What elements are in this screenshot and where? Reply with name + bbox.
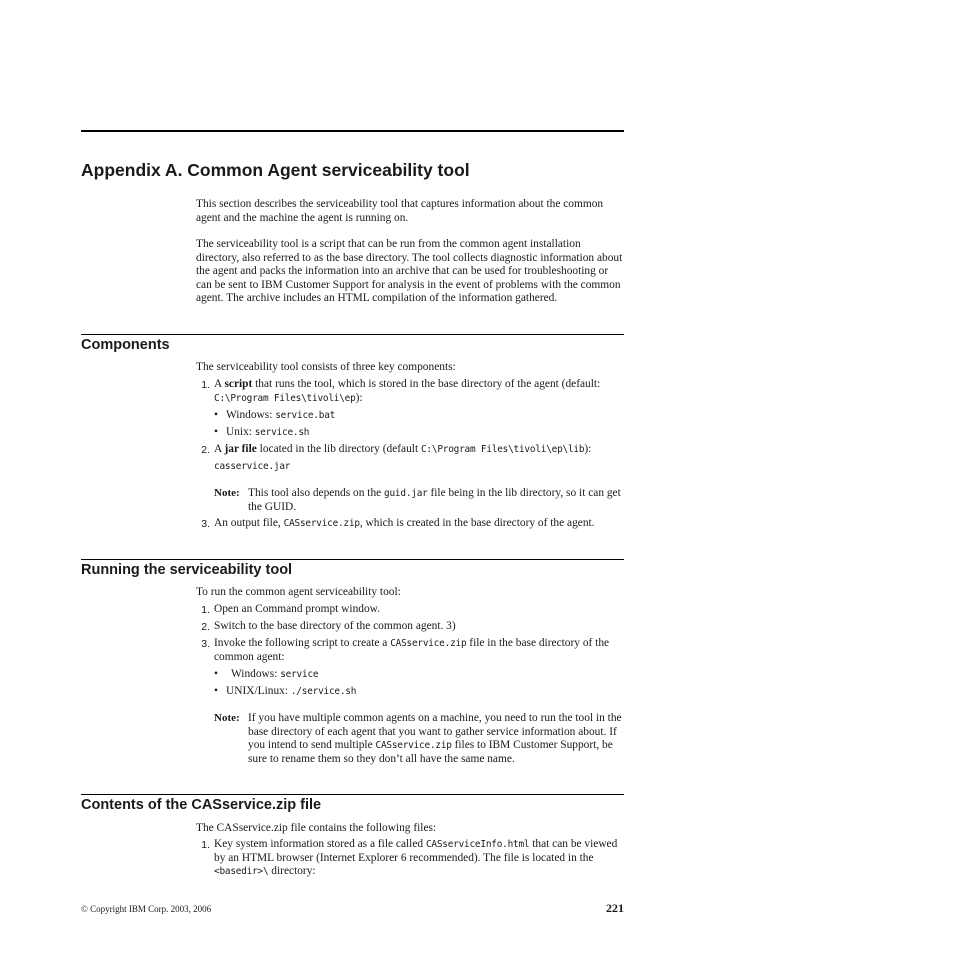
bullet-icon: •	[214, 409, 218, 421]
list-number: 1.	[201, 379, 210, 391]
contents-heading: Contents of the CASservice.zip file	[81, 797, 322, 813]
components-lead: The serviceability tool consists of three key components:	[196, 361, 456, 373]
running-heading: Running the serviceability tool	[81, 562, 293, 578]
running-note: If you have multiple common agents on a machine, you need to run the tool in the base directory of each agent that you want to gather service information about. If you intend to send multiple CASservice.zip files to IBM Customer Support, be sure to rename them so they don’t all have the same name.	[248, 712, 622, 765]
copyright-notice: © Copyright IBM Corp. 2003, 2006	[81, 904, 212, 914]
bullet-windows-command: Windows: service	[231, 668, 319, 680]
components-rule	[81, 334, 624, 335]
running-step-2: Switch to the base directory of the common agent. 3)	[214, 620, 456, 632]
contents-rule	[81, 794, 624, 795]
note-label: Note:	[214, 487, 240, 499]
running-rule	[81, 559, 624, 560]
running-step-3: Invoke the following script to create a CASservice.zip file in the base directory of the common agent:	[214, 637, 610, 663]
page-title: Appendix A. Common Agent serviceability tool	[81, 160, 470, 180]
bullet-unix-script: Unix: service.sh	[226, 426, 310, 438]
intro-paragraph-1: This section describes the serviceability tool that captures information about the common agent and the machine the agent is running on.	[196, 198, 604, 224]
list-number: 3.	[201, 638, 210, 650]
list-number: 3.	[201, 518, 210, 530]
bullet-windows-script: Windows: service.bat	[226, 409, 336, 421]
list-number: 2.	[201, 444, 210, 456]
components-note: This tool also depends on the guid.jar file being in the lib directory, so it can get the GUID.	[248, 487, 621, 513]
jar-filename: casservice.jar	[214, 461, 291, 472]
list-number: 1.	[201, 839, 210, 851]
components-item-script: A script that runs the tool, which is stored in the base directory of the agent (default: C:\Program Files\tivoli\ep):	[214, 378, 601, 404]
components-item-output: An output file, CASservice.zip, which is created in the base directory of the agent.	[214, 517, 595, 529]
page-number: 221	[606, 901, 624, 915]
running-lead: To run the common agent serviceability tool:	[196, 586, 401, 598]
contents-item-1: Key system information stored as a file called CASserviceInfo.html that can be viewed by an HTML browser (Internet Explorer 6 recommended). The file is located in the <basedir>\ directory:	[214, 838, 618, 878]
note-label: Note:	[214, 712, 240, 724]
list-number: 2.	[201, 621, 210, 633]
bullet-icon: •	[214, 426, 218, 438]
title-rule	[81, 130, 624, 132]
components-heading: Components	[81, 337, 170, 353]
bullet-unix-command: UNIX/Linux: ./service.sh	[226, 685, 357, 697]
components-item-jar: A jar file located in the lib directory (default C:\Program Files\tivoli\ep\lib):	[214, 443, 592, 455]
bullet-icon: •	[214, 685, 218, 697]
running-step-1: Open an Command prompt window.	[214, 603, 380, 615]
bullet-icon: •	[214, 668, 218, 680]
list-number: 1.	[201, 604, 210, 616]
contents-lead: The CASservice.zip file contains the following files:	[196, 822, 437, 834]
intro-paragraph-2: The serviceability tool is a script that can be run from the common agent installation directory, also referred to as the base directory. The tool collects diagnostic information about the agent and packs the information into an archive that can be used for troubleshooting or can be sent to IBM Customer Support for analysis in the event of problems with the common agent. The archive includes an HTML compilation of the information gathered.	[196, 238, 623, 305]
